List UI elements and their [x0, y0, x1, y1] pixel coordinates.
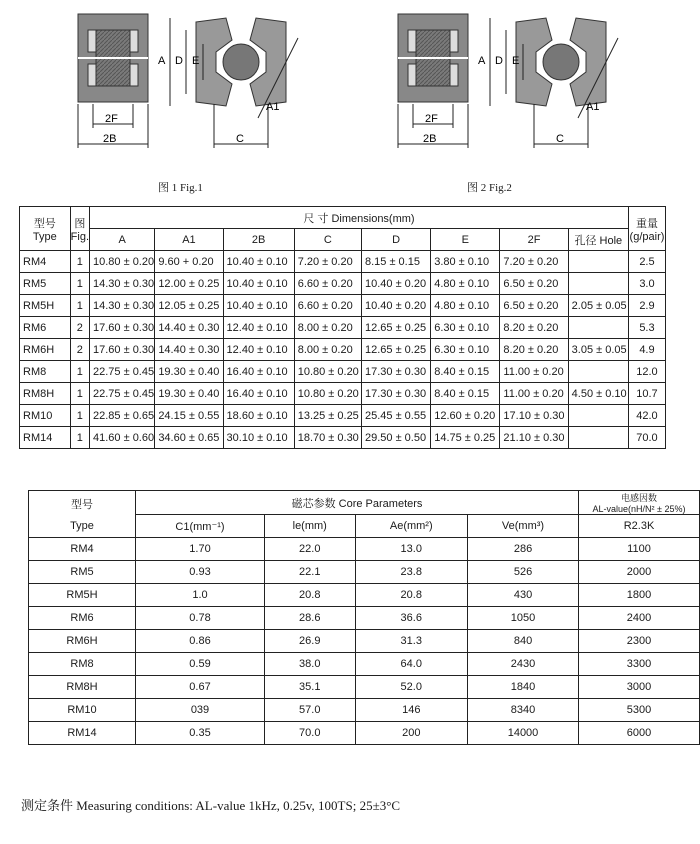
cell-e: 6.30 ± 0.10 — [431, 339, 500, 361]
cell-b2: 16.40 ± 0.10 — [223, 383, 294, 405]
cell-a1: 12.00 ± 0.25 — [155, 273, 223, 295]
cell-ve: 430 — [468, 584, 579, 607]
cell-w: 12.0 — [628, 361, 665, 383]
figures-area — [0, 0, 700, 200]
cell-b2: 10.40 ± 0.10 — [223, 295, 294, 317]
cell-ve: 8340 — [468, 699, 579, 722]
t2-header-al-en: AL-value(nH/N² ± 25%) — [592, 504, 686, 514]
cell-fig: 1 — [70, 427, 89, 449]
cell-d: 17.30 ± 0.30 — [361, 383, 430, 405]
cell-c: 13.25 ± 0.25 — [294, 405, 361, 427]
cell-hole — [568, 361, 628, 383]
cell-b2: 10.40 ± 0.10 — [223, 251, 294, 273]
cell-d: 8.15 ± 0.15 — [361, 251, 430, 273]
table-row — [20, 295, 666, 317]
cell-ve: 1840 — [468, 676, 579, 699]
dimensions-table — [19, 206, 666, 449]
cell-al: 5300 — [579, 699, 700, 722]
t2-col-header: R2.3K — [579, 515, 700, 538]
cell-le: 22.1 — [264, 561, 355, 584]
fig1-front-view — [78, 14, 148, 148]
cell-al: 6000 — [579, 722, 700, 745]
cell-d: 12.65 ± 0.25 — [361, 317, 430, 339]
cell-e: 8.40 ± 0.15 — [431, 383, 500, 405]
cell-c: 6.60 ± 0.20 — [294, 295, 361, 317]
fig2-label-d: D — [495, 55, 503, 67]
header-type-en: Type — [32, 230, 57, 243]
t1-col-header: C — [294, 229, 361, 251]
fig2-label-a: A — [478, 55, 486, 67]
cell-type: RM5 — [29, 561, 136, 584]
header-weight — [628, 207, 665, 251]
cell-f2: 7.20 ± 0.20 — [500, 251, 568, 273]
cell-type: RM6H — [29, 630, 136, 653]
t1-col-header: 2F — [500, 229, 568, 251]
cell-type: RM6H — [20, 339, 71, 361]
cell-d: 10.40 ± 0.20 — [361, 295, 430, 317]
t2-col-header: le(mm) — [264, 515, 355, 538]
cell-c1: 0.86 — [136, 630, 265, 653]
cell-type: RM8H — [29, 676, 136, 699]
t2-col-header: C1(mm⁻¹) — [136, 515, 265, 538]
cell-c1: 0.78 — [136, 607, 265, 630]
table-row — [29, 676, 700, 699]
cell-b2: 10.40 ± 0.10 — [223, 273, 294, 295]
cell-w: 4.9 — [628, 339, 665, 361]
fig2-caption: 图 2 Fig.2 — [467, 182, 512, 194]
header-type — [20, 207, 71, 251]
cell-fig: 1 — [70, 383, 89, 405]
cell-type: RM14 — [20, 427, 71, 449]
cell-fig: 1 — [70, 273, 89, 295]
cell-d: 25.45 ± 0.55 — [361, 405, 430, 427]
cell-fig: 1 — [70, 251, 89, 273]
cell-hole: 4.50 ± 0.10 — [568, 383, 628, 405]
fig1-label-c: C — [236, 133, 244, 145]
cell-a: 17.60 ± 0.30 — [90, 317, 155, 339]
fig2-label-2b: 2B — [423, 133, 437, 145]
cell-c1: 0.93 — [136, 561, 265, 584]
cell-type: RM8 — [29, 653, 136, 676]
cell-type: RM6 — [20, 317, 71, 339]
table-row — [20, 361, 666, 383]
cell-ve: 2430 — [468, 653, 579, 676]
cell-le: 20.8 — [264, 584, 355, 607]
cell-ae: 52.0 — [355, 676, 468, 699]
cell-a1: 14.40 ± 0.30 — [155, 317, 223, 339]
cell-w: 3.0 — [628, 273, 665, 295]
cell-c1: 0.59 — [136, 653, 265, 676]
t2-header-params: 磁芯参数 Core Parameters — [136, 491, 579, 515]
cell-c: 10.80 ± 0.20 — [294, 383, 361, 405]
table-row — [29, 561, 700, 584]
cell-ae: 36.6 — [355, 607, 468, 630]
cell-f2: 21.10 ± 0.30 — [500, 427, 568, 449]
cell-hole — [568, 427, 628, 449]
core-parameters-table — [28, 490, 700, 745]
cell-w: 5.3 — [628, 317, 665, 339]
cell-ve: 286 — [468, 538, 579, 561]
cell-ve: 1050 — [468, 607, 579, 630]
cell-ae: 31.3 — [355, 630, 468, 653]
table-row — [20, 273, 666, 295]
measuring-conditions: 测定条件 Measuring conditions: AL-value 1kHz, 0.25v, 100TS; 25±3°C — [21, 798, 401, 813]
cell-w: 2.5 — [628, 251, 665, 273]
fig2-label-c: C — [556, 133, 564, 145]
cell-a: 22.85 ± 0.65 — [90, 405, 155, 427]
cell-c1: 0.35 — [136, 722, 265, 745]
fig1-label-2f: 2F — [105, 113, 118, 125]
header-fig — [70, 207, 89, 251]
header-type-cn: 型号 — [33, 217, 56, 230]
cell-type: RM10 — [20, 405, 71, 427]
cell-a1: 19.30 ± 0.40 — [155, 361, 223, 383]
table-row — [29, 630, 700, 653]
cell-al: 1800 — [579, 584, 700, 607]
cell-hole — [568, 317, 628, 339]
cell-ae: 23.8 — [355, 561, 468, 584]
fig1-label-2b: 2B — [103, 133, 117, 145]
fig2-label-e: E — [512, 55, 520, 67]
cell-w: 70.0 — [628, 427, 665, 449]
cell-b2: 16.40 ± 0.10 — [223, 361, 294, 383]
cell-e: 12.60 ± 0.20 — [431, 405, 500, 427]
cell-ve: 14000 — [468, 722, 579, 745]
cell-type: RM8 — [20, 361, 71, 383]
cell-al: 2300 — [579, 630, 700, 653]
cell-c1: 1.0 — [136, 584, 265, 607]
t2-col-header: Ae(mm²) — [355, 515, 468, 538]
cell-c1: 039 — [136, 699, 265, 722]
table-row — [20, 405, 666, 427]
fig1-label-a1: A1 — [266, 101, 280, 113]
cell-ae: 20.8 — [355, 584, 468, 607]
cell-d: 12.65 ± 0.25 — [361, 339, 430, 361]
cell-f2: 8.20 ± 0.20 — [500, 317, 568, 339]
cell-a1: 34.60 ± 0.65 — [155, 427, 223, 449]
cell-w: 42.0 — [628, 405, 665, 427]
cell-e: 6.30 ± 0.10 — [431, 317, 500, 339]
cell-a: 14.30 ± 0.30 — [90, 295, 155, 317]
cell-le: 22.0 — [264, 538, 355, 561]
cell-c: 8.00 ± 0.20 — [294, 339, 361, 361]
cell-a1: 19.30 ± 0.40 — [155, 383, 223, 405]
cell-f2: 8.20 ± 0.20 — [500, 339, 568, 361]
cell-e: 3.80 ± 0.10 — [431, 251, 500, 273]
cell-c: 6.60 ± 0.20 — [294, 273, 361, 295]
fig1-label-d: D — [175, 55, 183, 67]
cell-hole — [568, 405, 628, 427]
cell-f2: 6.50 ± 0.20 — [500, 273, 568, 295]
header-weight-en: (g/pair) — [629, 230, 665, 243]
cell-le: 38.0 — [264, 653, 355, 676]
cell-ae: 146 — [355, 699, 468, 722]
cell-e: 4.80 ± 0.10 — [431, 295, 500, 317]
cell-c: 18.70 ± 0.30 — [294, 427, 361, 449]
table-row — [29, 607, 700, 630]
fig1-top-view — [170, 18, 298, 148]
t1-col-header: E — [431, 229, 500, 251]
cell-hole — [568, 251, 628, 273]
cell-a: 22.75 ± 0.45 — [90, 361, 155, 383]
cell-c: 7.20 ± 0.20 — [294, 251, 361, 273]
fig1-label-e: E — [192, 55, 200, 67]
cell-le: 28.6 — [264, 607, 355, 630]
cell-fig: 2 — [70, 317, 89, 339]
cell-e: 8.40 ± 0.15 — [431, 361, 500, 383]
cell-ve: 526 — [468, 561, 579, 584]
cell-fig: 1 — [70, 361, 89, 383]
cell-d: 10.40 ± 0.20 — [361, 273, 430, 295]
cell-le: 26.9 — [264, 630, 355, 653]
table-row — [29, 584, 700, 607]
cell-a: 14.30 ± 0.30 — [90, 273, 155, 295]
core-drawings — [0, 0, 700, 200]
t2-header-al — [579, 491, 700, 515]
cell-ae: 200 — [355, 722, 468, 745]
cell-hole: 3.05 ± 0.05 — [568, 339, 628, 361]
cell-a1: 9.60 + 0.20 — [155, 251, 223, 273]
cell-c1: 1.70 — [136, 538, 265, 561]
cell-type: RM8H — [20, 383, 71, 405]
cell-al: 3000 — [579, 676, 700, 699]
cell-f2: 11.00 ± 0.20 — [500, 361, 568, 383]
cell-type: RM4 — [29, 538, 136, 561]
cell-f2: 11.00 ± 0.20 — [500, 383, 568, 405]
table-row — [20, 317, 666, 339]
cell-hole: 2.05 ± 0.05 — [568, 295, 628, 317]
cell-a: 22.75 ± 0.45 — [90, 383, 155, 405]
cell-w: 2.9 — [628, 295, 665, 317]
cell-type: RM10 — [29, 699, 136, 722]
header-weight-cn: 重量 — [635, 217, 658, 230]
cell-c1: 0.67 — [136, 676, 265, 699]
cell-e: 14.75 ± 0.25 — [431, 427, 500, 449]
cell-type: RM5H — [20, 295, 71, 317]
t2-header-type-cn: 型号 — [71, 499, 93, 511]
cell-al: 2000 — [579, 561, 700, 584]
table-row — [20, 251, 666, 273]
cell-d: 17.30 ± 0.30 — [361, 361, 430, 383]
cell-hole — [568, 273, 628, 295]
cell-type: RM6 — [29, 607, 136, 630]
table-row — [29, 653, 700, 676]
cell-al: 2400 — [579, 607, 700, 630]
t2-col-header: Ve(mm³) — [468, 515, 579, 538]
table-row — [20, 427, 666, 449]
t2-header-al-cn: 电感因数 — [620, 493, 657, 503]
cell-a1: 14.40 ± 0.30 — [155, 339, 223, 361]
header-fig-en: Fig. — [70, 230, 90, 243]
cell-le: 70.0 — [264, 722, 355, 745]
table-row — [29, 538, 700, 561]
t1-col-header: 孔径 Hole — [568, 229, 628, 251]
t1-col-header: A1 — [155, 229, 223, 251]
cell-c: 8.00 ± 0.20 — [294, 317, 361, 339]
cell-ve: 840 — [468, 630, 579, 653]
cell-a: 41.60 ± 0.60 — [90, 427, 155, 449]
cell-d: 29.50 ± 0.50 — [361, 427, 430, 449]
cell-ae: 13.0 — [355, 538, 468, 561]
cell-e: 4.80 ± 0.10 — [431, 273, 500, 295]
table-row — [29, 722, 700, 745]
cell-b2: 18.60 ± 0.10 — [223, 405, 294, 427]
header-fig-cn: 图 — [74, 217, 86, 230]
t1-col-header: 2B — [223, 229, 294, 251]
cell-le: 35.1 — [264, 676, 355, 699]
fig2-front-view — [398, 14, 468, 148]
cell-b2: 30.10 ± 0.10 — [223, 427, 294, 449]
cell-type: RM4 — [20, 251, 71, 273]
cell-type: RM5H — [29, 584, 136, 607]
cell-a1: 12.05 ± 0.25 — [155, 295, 223, 317]
cell-le: 57.0 — [264, 699, 355, 722]
cell-ae: 64.0 — [355, 653, 468, 676]
fig1-caption: 图 1 Fig.1 — [158, 182, 203, 194]
fig2-label-2f: 2F — [425, 113, 438, 125]
cell-type: RM14 — [29, 722, 136, 745]
t2-header-type-en: Type — [70, 520, 94, 532]
cell-a: 17.60 ± 0.30 — [90, 339, 155, 361]
fig1-label-a: A — [158, 55, 166, 67]
cell-fig: 1 — [70, 295, 89, 317]
cell-b2: 12.40 ± 0.10 — [223, 317, 294, 339]
cell-b2: 12.40 ± 0.10 — [223, 339, 294, 361]
table-row — [29, 699, 700, 722]
table-row — [20, 339, 666, 361]
cell-f2: 17.10 ± 0.30 — [500, 405, 568, 427]
cell-fig: 2 — [70, 339, 89, 361]
cell-al: 3300 — [579, 653, 700, 676]
cell-fig: 1 — [70, 405, 89, 427]
cell-w: 10.7 — [628, 383, 665, 405]
fig2-label-a1: A1 — [586, 101, 600, 113]
table-row — [20, 383, 666, 405]
cell-type: RM5 — [20, 273, 71, 295]
cell-al: 1100 — [579, 538, 700, 561]
cell-a: 10.80 ± 0.20 — [90, 251, 155, 273]
cell-f2: 6.50 ± 0.20 — [500, 295, 568, 317]
t2-header-type — [29, 491, 136, 538]
header-dimensions: 尺 寸 Dimensions(mm) — [90, 207, 629, 229]
t1-col-header: D — [361, 229, 430, 251]
cell-a1: 24.15 ± 0.55 — [155, 405, 223, 427]
fig2-top-view — [490, 18, 618, 148]
t1-col-header: A — [90, 229, 155, 251]
cell-c: 10.80 ± 0.20 — [294, 361, 361, 383]
